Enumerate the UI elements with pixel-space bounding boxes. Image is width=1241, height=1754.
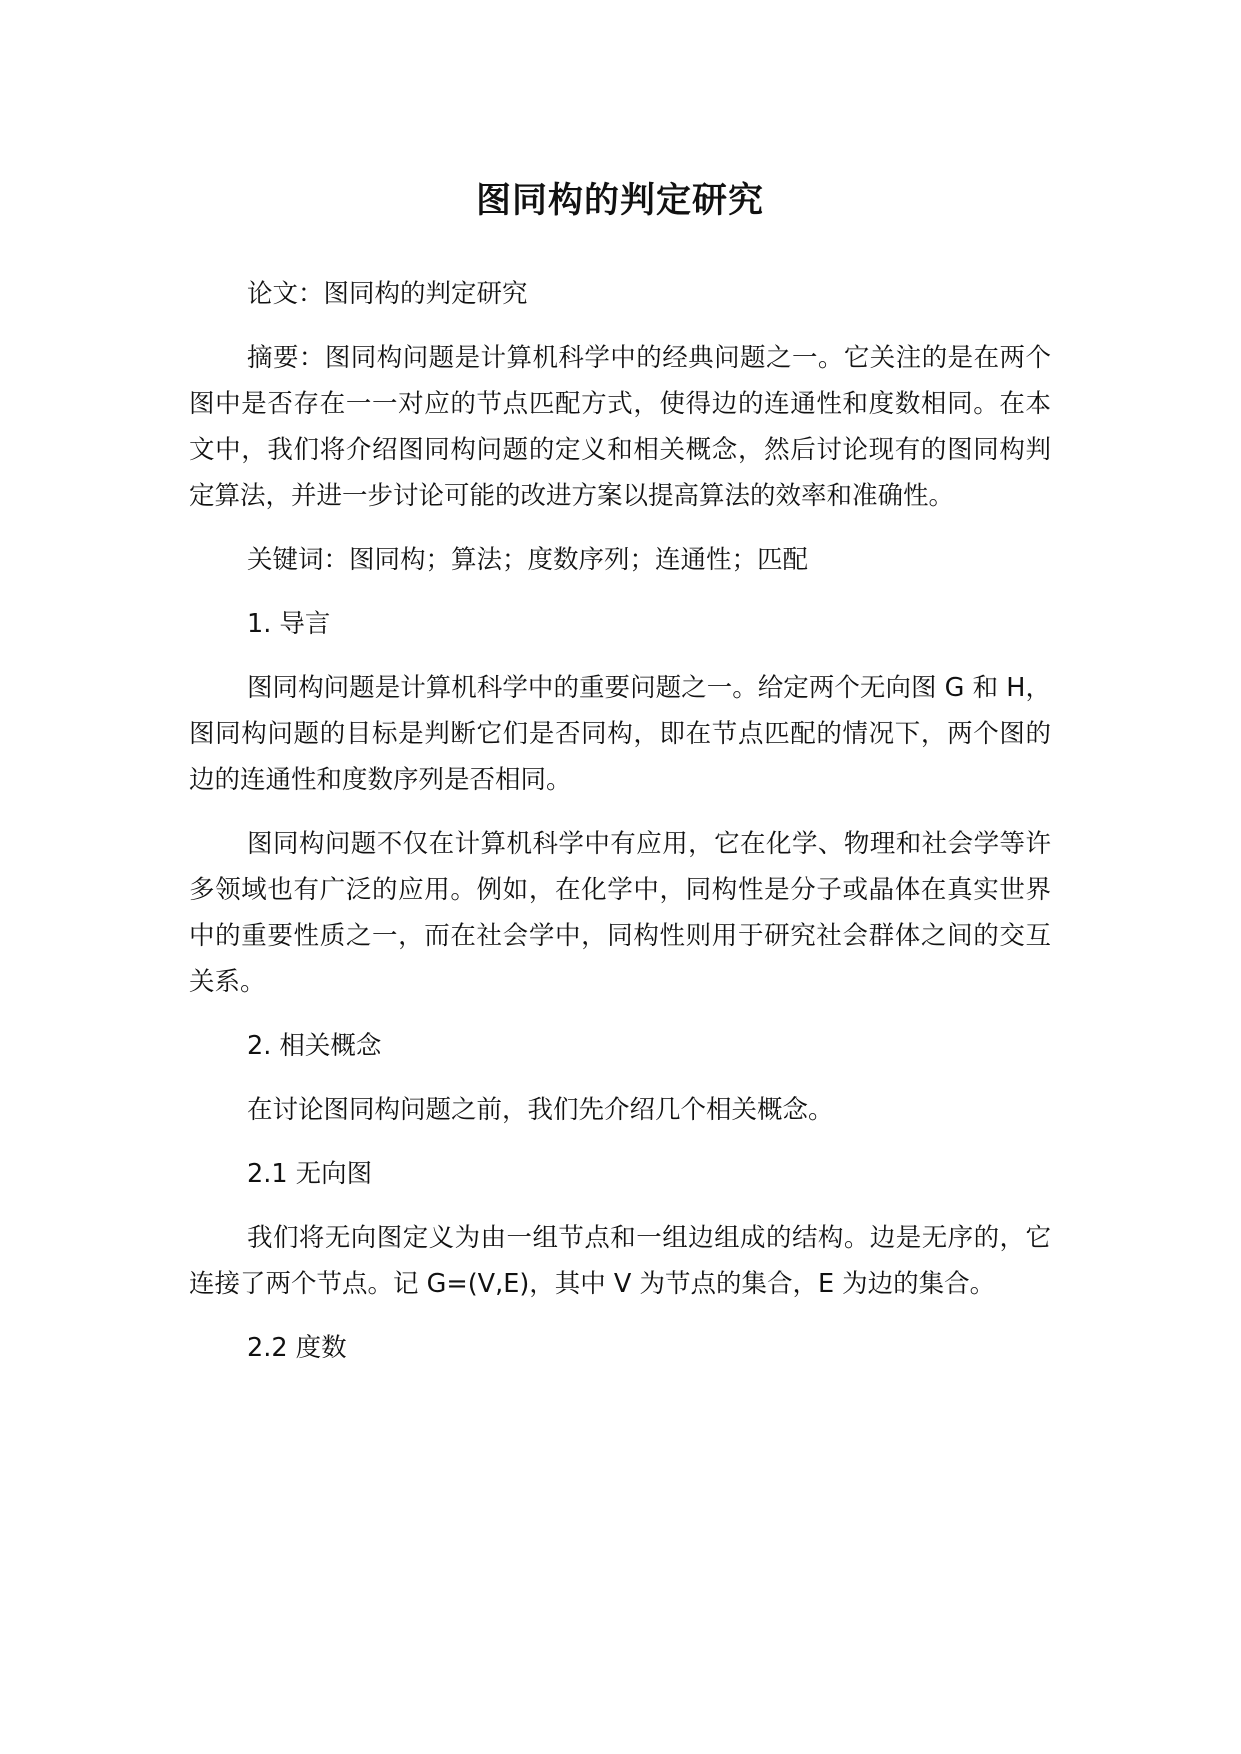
body-paragraph: 图同构问题是计算机科学中的重要问题之一。给定两个无向图 G 和 H，图同构问题的目标是判断它们是否同构，即在节点匹配的情况下，两个图的边的连通性和度数序列是否相同。	[189, 673, 1051, 795]
body-paragraph: 我们将无向图定义为由一组节点和一组边组成的结构。边是无序的，它连接了两个节点。记 G=(V,E)，其中 V 为节点的集合，E 为边的集合。	[189, 1223, 1051, 1299]
document-title: 图同构的判定研究	[475, 181, 764, 221]
section-heading-introduction: 1. 导言	[247, 609, 331, 639]
subsection-heading-degree: 2.2 度数	[247, 1333, 347, 1363]
paper-label: 论文：图同构的判定研究	[247, 279, 528, 309]
section-heading-concepts: 2. 相关概念	[247, 1031, 382, 1061]
abstract-paragraph: 摘要：图同构问题是计算机科学中的经典问题之一。它关注的是在两个图中是否存在一一对应的节点匹配方式，使得边的连通性和度数相同。在本文中，我们将介绍图同构问题的定义和相关概念，然后讨论现有的图同构判定算法，并进一步讨论可能的改进方案以提高算法的效率和准确性。	[189, 343, 1051, 511]
subsection-heading-undirected-graph: 2.1 无向图	[247, 1159, 373, 1189]
body-paragraph: 图同构问题不仅在计算机科学中有应用，它在化学、物理和社会学等许多领域也有广泛的应用。例如，在化学中，同构性是分子或晶体在真实世界中的重要性质之一，而在社会学中，同构性则用于研究社会群体之间的交互关系。	[189, 829, 1051, 997]
keywords-paragraph: 关键词：图同构；算法；度数序列；连通性；匹配	[247, 545, 809, 575]
body-paragraph: 在讨论图同构问题之前，我们先介绍几个相关概念。	[247, 1095, 834, 1125]
